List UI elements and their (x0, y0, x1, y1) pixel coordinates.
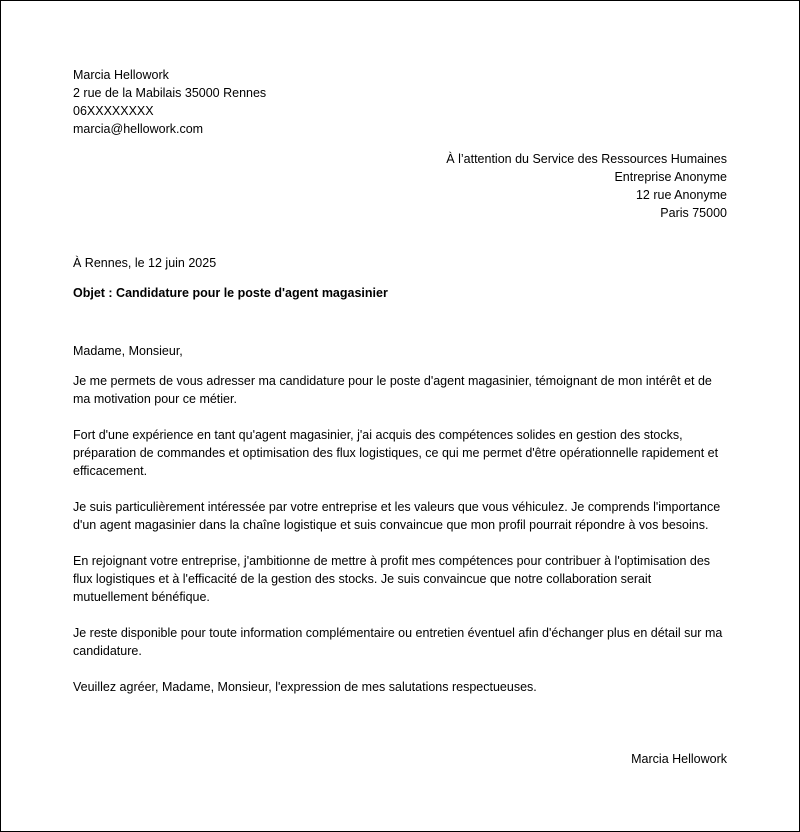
body-paragraph-4: En rejoignant votre entreprise, j'ambitionne de mettre à profit mes compétences pour contribuer à l'optimisation des flux logistiques et à l'efficacité de la gestion des stocks. Je suis convaincue que notre collaboration serait mutuellement bénéfique. (73, 554, 711, 604)
letter-body (73, 342, 729, 714)
sender-name: Marcia Hellowork (73, 68, 169, 82)
sender-phone: 06XXXXXXXX (73, 104, 154, 118)
signature: Marcia Hellowork (631, 752, 727, 766)
sender-address: 2 rue de la Mabilais 35000 Rennes (73, 86, 267, 100)
recipient-street: 12 rue Anonyme (635, 188, 727, 202)
recipient-company: Entreprise Anonyme (614, 170, 727, 184)
body-paragraph-2: Fort d'une expérience en tant qu'agent magasinier, j'ai acquis des compétences solides en gestion des stocks, préparation de commandes et optimisation des flux logistiques, ce qui me permet d'être opérationnelle rapidement et efficacement. (73, 428, 719, 478)
date-line: À Rennes, le 12 juin 2025 (73, 256, 217, 270)
closing-paragraph: Veuillez agréer, Madame, Monsieur, l'expression de mes salutations respectueuses. (73, 680, 537, 694)
recipient-city: Paris 75000 (660, 206, 727, 220)
recipient-attention: À l’attention du Service des Ressources Humaines (446, 152, 727, 166)
sender-block (73, 66, 266, 138)
subject-line: Objet : Candidature pour le poste d'agent magasinier (73, 286, 388, 300)
body-paragraph-1: Je me permets de vous adresser ma candidature pour le poste d'agent magasinier, témoignant de mon intérêt et de ma motivation pour ce métier. (73, 374, 712, 406)
body-paragraph-5: Je reste disponible pour toute information complémentaire ou entretien éventuel afin d'échanger plus en détail sur ma candidature. (73, 626, 723, 658)
greeting: Madame, Monsieur, (73, 344, 183, 358)
recipient-block (446, 150, 727, 222)
sender-email: marcia@hellowork.com (73, 122, 204, 136)
body-paragraph-3: Je suis particulièrement intéressée par votre entreprise et les valeurs que vous véhiculez. Je comprends l'importance d'un agent magasinier dans la chaîne logistique et suis convaincue que mon profil pourrait répondre à vos besoins. (73, 500, 721, 532)
